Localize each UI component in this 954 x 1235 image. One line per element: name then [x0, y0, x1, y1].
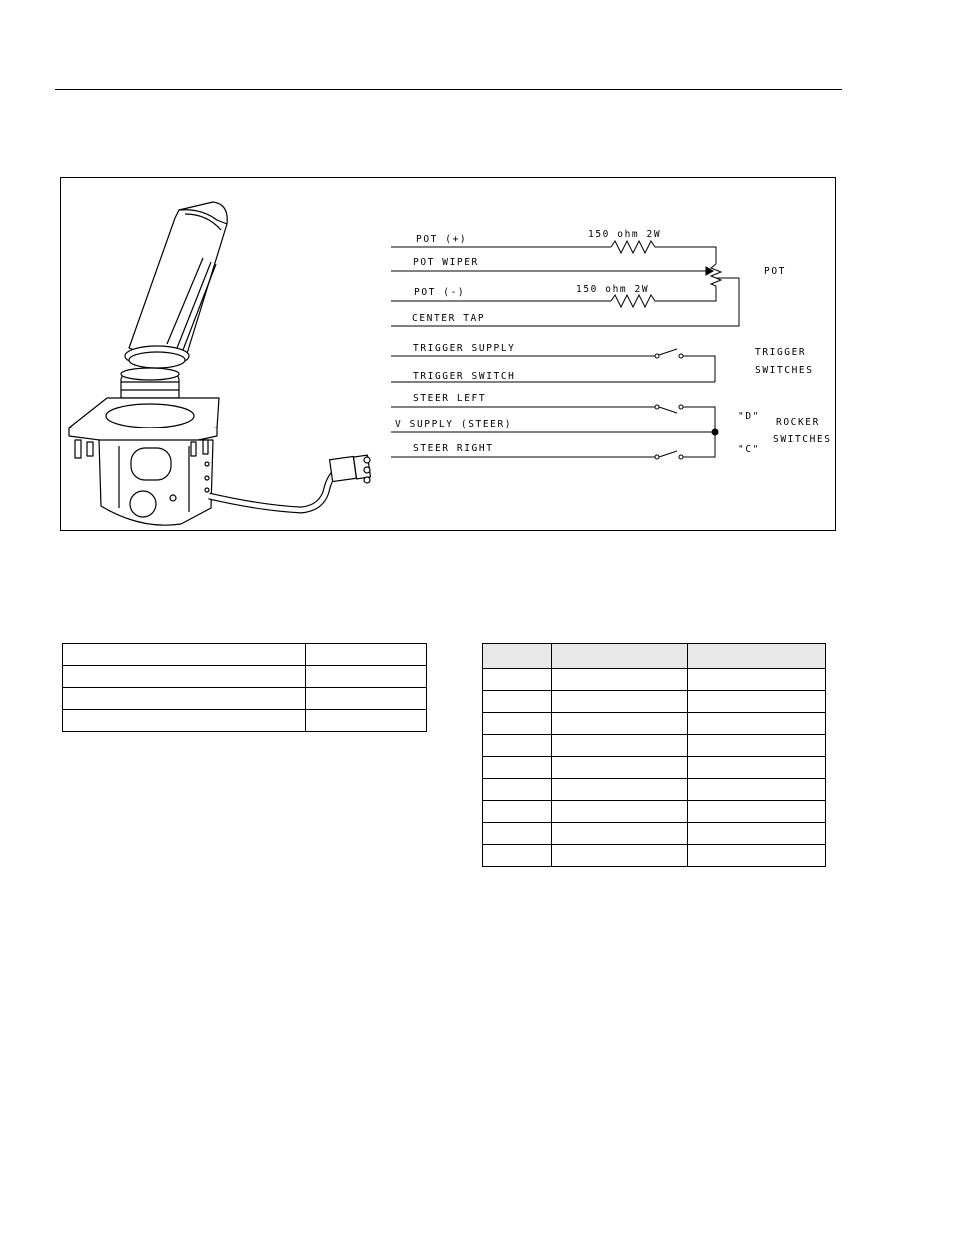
label-trigger-switches: SWITCHES	[755, 365, 814, 376]
table-row	[483, 669, 826, 691]
table-row	[483, 779, 826, 801]
potentiometer	[711, 264, 721, 286]
label-resistor-bottom: 150 ohm 2W	[576, 284, 650, 295]
schematic-labels	[395, 229, 832, 455]
resistor-bottom	[611, 295, 659, 307]
table-cell	[551, 691, 688, 713]
table-cell	[551, 735, 688, 757]
joystick-handle	[129, 202, 227, 360]
table-row	[483, 713, 826, 735]
label-rocker: ROCKER	[776, 417, 820, 428]
table-cell	[551, 757, 688, 779]
table-cell	[306, 710, 427, 732]
resistor-top	[611, 241, 659, 253]
table-cell	[483, 735, 552, 757]
table-cell	[688, 845, 826, 867]
table-cell	[688, 801, 826, 823]
cable-connector	[330, 455, 371, 483]
table-cell	[483, 779, 552, 801]
joystick-cable	[209, 466, 345, 510]
table-cell	[306, 666, 427, 688]
table-header-cell	[483, 644, 552, 669]
table-cell	[483, 757, 552, 779]
label-steer-right: STEER RIGHT	[413, 443, 494, 454]
joystick-figure	[60, 177, 836, 531]
label-pot-plus: POT (+)	[416, 234, 468, 245]
table-row	[483, 757, 826, 779]
table-cell	[551, 823, 688, 845]
table-cell	[63, 666, 306, 688]
left-table	[62, 643, 427, 732]
table-row	[483, 823, 826, 845]
label-trigger-supply: TRIGGER SUPPLY	[413, 343, 516, 354]
table-row	[483, 691, 826, 713]
label-steer-left: STEER LEFT	[413, 393, 487, 404]
label-trigger: TRIGGER	[755, 347, 807, 358]
table-cell	[551, 845, 688, 867]
table-row	[63, 688, 427, 710]
table-cell	[551, 801, 688, 823]
table-cell	[551, 779, 688, 801]
table-cell	[63, 688, 306, 710]
trigger-switch-contact	[659, 349, 677, 355]
label-switch-c: "C"	[738, 444, 760, 455]
table-cell	[688, 757, 826, 779]
table-cell	[688, 713, 826, 735]
table-cell	[551, 713, 688, 735]
table-header-row	[483, 644, 826, 669]
table-cell	[688, 735, 826, 757]
table-row	[483, 735, 826, 757]
table-cell	[306, 688, 427, 710]
table-cell	[551, 669, 688, 691]
label-rocker-switches: SWITCHES	[773, 434, 832, 445]
joystick-wiring-svg	[61, 178, 837, 532]
table-cell	[483, 801, 552, 823]
joystick-knob	[130, 491, 156, 517]
label-trigger-switch: TRIGGER SWITCH	[413, 371, 516, 382]
label-pot-wiper: POT WIPER	[413, 257, 479, 268]
table-cell	[483, 691, 552, 713]
table-cell	[483, 823, 552, 845]
table-cell	[483, 669, 552, 691]
table-cell	[688, 823, 826, 845]
table-cell	[688, 669, 826, 691]
table-row	[63, 710, 427, 732]
table-cell	[63, 644, 306, 666]
label-switch-d: "D"	[738, 411, 760, 422]
header-rule	[55, 89, 842, 90]
table-row	[483, 845, 826, 867]
label-center-tap: CENTER TAP	[412, 313, 486, 324]
table-cell	[688, 779, 826, 801]
table-header-cell	[688, 644, 826, 669]
label-pot: POT	[764, 266, 786, 277]
table-cell	[63, 710, 306, 732]
table-cell	[306, 644, 427, 666]
label-resistor-top: 150 ohm 2W	[588, 229, 662, 240]
label-v-supply: V SUPPLY (STEER)	[395, 419, 513, 430]
table-cell	[688, 691, 826, 713]
table-row	[63, 644, 427, 666]
label-pot-minus: POT (-)	[414, 287, 466, 298]
joystick-drawing	[69, 202, 370, 525]
right-table	[482, 643, 826, 867]
table-row	[483, 801, 826, 823]
table-row	[63, 666, 427, 688]
table-header-cell	[551, 644, 688, 669]
table-cell	[483, 845, 552, 867]
table-cell	[483, 713, 552, 735]
